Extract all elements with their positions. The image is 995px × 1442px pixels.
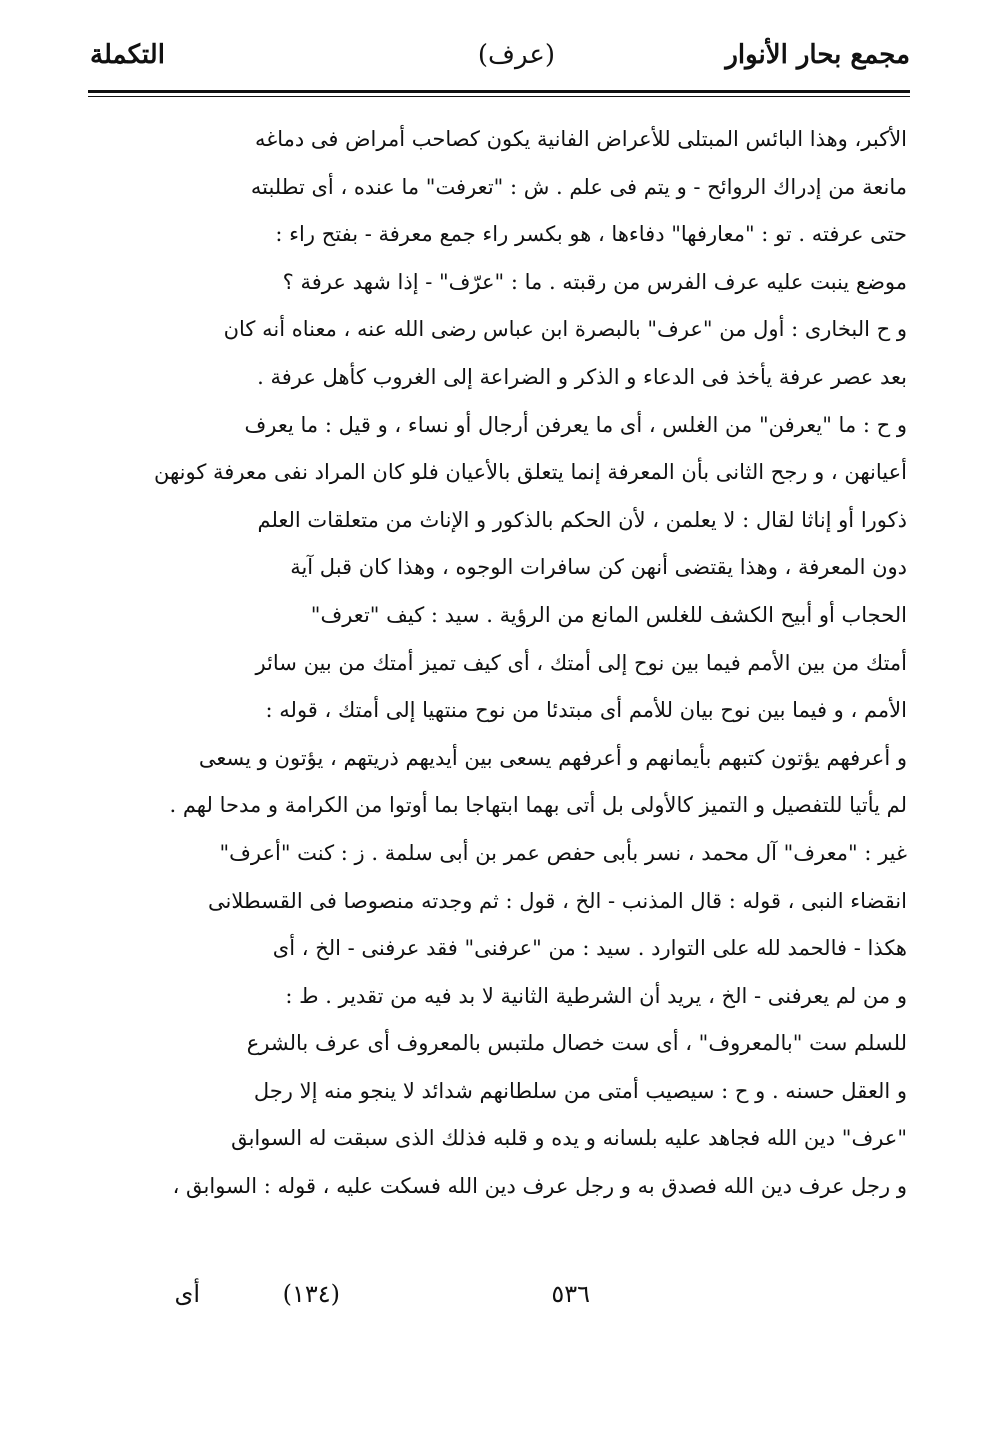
- text-line: بعد عصر عرفة يأخذ فى الدعاء و الذكر و الضراعة إلى الغروب كأهل عرفة .: [257, 364, 907, 389]
- text-line: و أعرفهم يؤتون كتبهم بأيمانهم و أعرفهم يسعى بين أيديهم ذريتهم ، يؤتون و يسعى: [198, 745, 907, 770]
- text-line: "عرف" دين الله فجاهد عليه بلسانه و يده و قلبه فذلك الذى سبقت له السوابق: [231, 1126, 907, 1151]
- text-line: ذكورا أو إناثا لقال : لا يعلمن ، لأن الحكم بالذكور و الإناث من متعلقات العلم: [257, 507, 907, 532]
- text-line: لم يأتيا للتفصيل و التميز كالأولى بل أتى بهما ابتهاجا بما أوتوا من الكرامة و مدحا لهم .: [169, 793, 907, 818]
- text-line: أعيانهن ، و رجح الثانى بأن المعرفة إنما يتعلق بالأعيان فلو كان المراد نفى معرفة كونهن: [153, 460, 907, 485]
- text-line: و رجل عرف دين الله فصدق به و رجل عرف دين الله فسكت عليه ، قوله : السوابق ،: [172, 1174, 907, 1199]
- text-line: مانعة من إدراك الروائح - و يتم فى علم . ش : "تعرفت" ما عنده ، أى تطلبته: [250, 174, 907, 199]
- text-line: الحجاب أو أبيح الكشف للغلس المانع من الرؤية . سيد : كيف "تعرف": [310, 602, 907, 627]
- text-line: هكذا - فالحمد لله على التوارد . سيد : من "عرفنى" فقد عرفنى - الخ ، أى: [272, 936, 907, 961]
- text-line: أمتك من بين الأمم فيما بين نوح إلى أمتك ، أى كيف تميز أمتك من بين سائر: [255, 650, 907, 675]
- text-line: الأمم ، و فيما بين نوح بيان للأمم أى مبتدئا من نوح منتهيا إلى أمتك ، قوله :: [265, 698, 907, 723]
- header-entry-word: (عرف): [477, 40, 555, 70]
- body-text: [92, 116, 907, 1211]
- page-number: ٥٣٦: [551, 1280, 590, 1308]
- text-line: الأكبر، وهذا البائس المبتلى للأعراض الفانية يكون كصاحب أمراض فى دماغه: [255, 127, 907, 151]
- text-line: حتى عرفته . تو : "معارفها" دفاءها ، هو بكسر راء جمع معرفة - بفتح راء :: [275, 222, 907, 247]
- header-book-title: مجمع بحار الأنوار: [725, 40, 910, 70]
- header-rule-thin: [88, 96, 910, 97]
- text-line: و من لم يعرفنى - الخ ، يريد أن الشرطية الثانية لا بد فيه من تقدير . ط :: [285, 983, 907, 1008]
- text-line: دون المعرفة ، وهذا يقتضى أنهن كن سافرات الوجوه ، وهذا كان قبل آية: [290, 555, 907, 580]
- text-line: غير : "معرف" آل محمد ، نسر بأبى حفص عمر بن أبى سلمة . ز : كنت "أعرف": [219, 840, 907, 865]
- text-line: و ح البخارى : أول من "عرف" بالبصرة ابن عباس رضى الله عنه ، معناه أنه كان: [223, 317, 907, 342]
- catchword: أى: [174, 1280, 200, 1308]
- text-line: انقضاء النبى ، قوله : قال المذنب - الخ ، قول : ثم وجدته منصوصا فى القسطلانى: [207, 888, 907, 913]
- text-line: موضع ينبت عليه عرف الفرس من رقبته . ما : "عرّف" - إذا شهد عرفة ؟: [282, 269, 907, 294]
- header-rule-thick: [88, 90, 910, 93]
- text-line: و ح : ما "يعرفن" من الغلس ، أى ما يعرفن أرجال أو نساء ، و قيل : ما يعرف: [244, 412, 907, 437]
- page-footer: [100, 1280, 800, 1320]
- header-section-title: التكملة: [90, 40, 165, 70]
- text-line: و العقل حسنه . و ح : سيصيب أمتى من سلطانهم شدائد لا ينجو منه إلا رجل: [253, 1078, 907, 1103]
- volume-number: (١٣٤): [282, 1280, 340, 1308]
- text-line: للسلم ست "بالمعروف" ، أى ست خصال ملتبس بالمعروف أى عرف بالشرع: [246, 1031, 907, 1056]
- running-header: [90, 40, 910, 82]
